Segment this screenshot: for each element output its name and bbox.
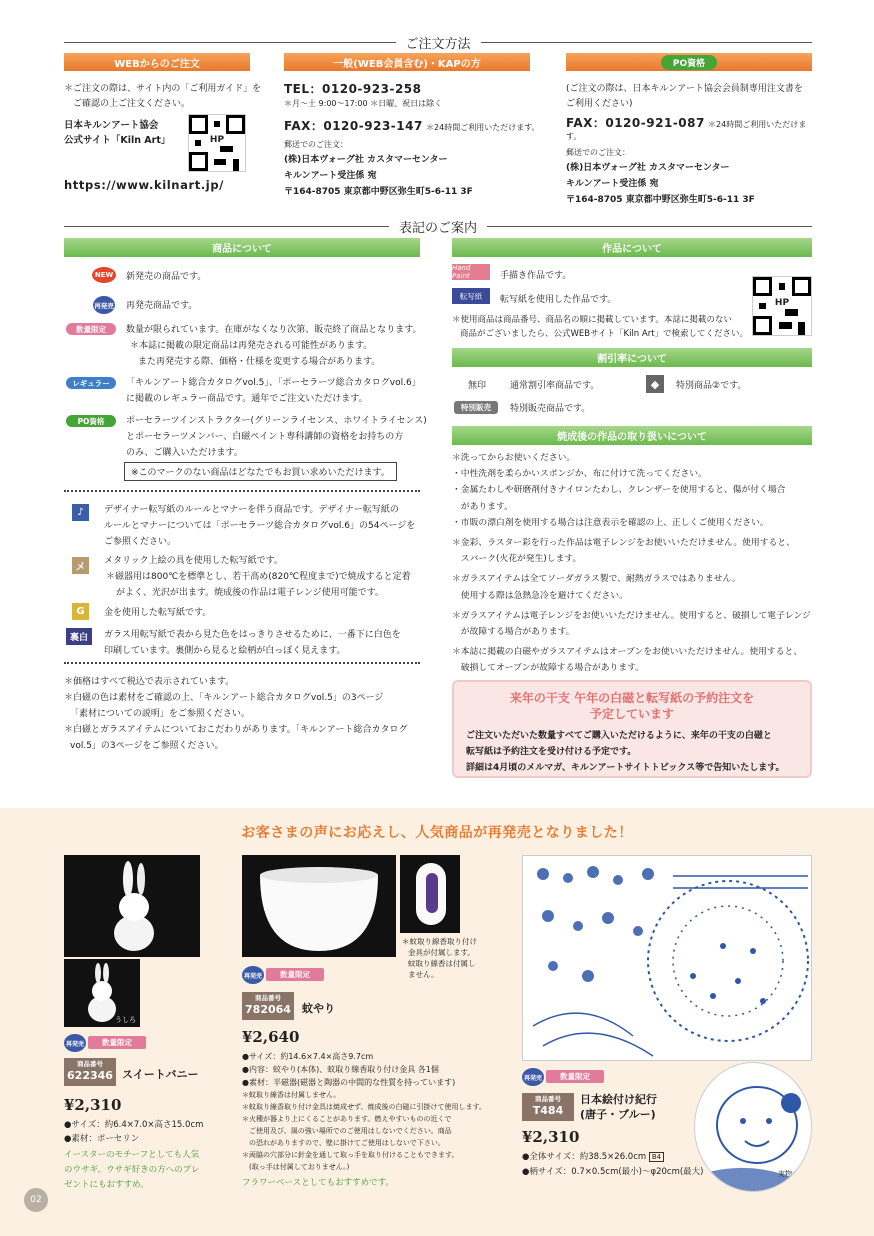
product-specs: ●サイズ：約14.6×7.4×高さ9.7cm ●内容：蚊やり(本体)、蚊取り線香取り付け金具 各1個 ●素材：半磁器(磁器と陶器の中間的な性質を持っています) ＊蚊取り線香は付属しません。 ＊蚊取り線香取り付け金具は焼成せず、焼成後の白磁に引掛けて使用します。 ＊火種が器より上にくることがあります。燃えやすいものの近くで ご使用及び、風の強い場所でのご使用はしないでください。商品 の恐れがありますので、壁に掛けてご使用はしないで下さい。 ＊両脇の穴部分に針金を通して取っ手を取り付けることもできます。 (取っ手は付属しておりません。)	[242, 1052, 486, 1171]
divider-dotted	[64, 490, 420, 492]
works-header: 作品について	[452, 238, 812, 257]
product-price: ¥2,310	[64, 1096, 122, 1114]
actual-size-label: 実物大	[778, 1170, 799, 1178]
kayari-side-note: ＊蚊取り線香取り付け 金具が付属します。 蚊取り線香は付属し ません。	[402, 937, 477, 979]
web-order-note: ＊ご注文の際は、サイト内の「ご利用ガイド」を ご確認の上ご注文ください。	[64, 84, 262, 109]
fax-number[interactable]: FAX：0120-923-147	[284, 119, 423, 133]
product-name: スイートバニー	[122, 1068, 199, 1081]
gold-text: 金を使用した転写紙です。	[104, 608, 212, 618]
regular-badge: レギュラー	[66, 377, 116, 389]
kayari-photo	[242, 855, 396, 957]
notation-footnotes: ＊価格はすべて税込で表示されています。 ＊白磁の色は素材をご確認の上、「キルンアート総合カタログvol.5」の3ページ 「素材についての説明」をご参照ください。 ＊白磁とガラスアイテムについておこだわりがあります。「キルンアート総合カタログ vol.5」の3ページをご参照ください。	[64, 677, 408, 751]
hand-paint-icon: Hand Paint	[452, 264, 490, 280]
preorder-box: 来年の干支 午年の白磁と転写紙の予約注文を 予定しています ご注文いただいた数量すべてご購入いただけるように、来年の干支の白磁と 転写紙は予約注文を受け付ける予定です。 詳細は4月頃のメルマガ、キルンアートサイトトピックス等で告知いたします。	[452, 680, 812, 778]
po-fax-number[interactable]: FAX：0120-921-087	[566, 116, 705, 130]
gold-icon: G	[72, 603, 89, 620]
music-note-icon: ♪	[72, 504, 89, 521]
discount-special-text: 特別商品②です。	[676, 381, 747, 391]
care-header: 焼成後の作品の取り扱いについて	[452, 426, 812, 445]
page-number: 02	[24, 1188, 48, 1212]
new-badge: NEW	[92, 267, 116, 283]
po-badge: PO資格	[661, 55, 717, 70]
qr-code-web[interactable]: HP	[188, 114, 246, 172]
discount-plain-text: 通常割引率商品です。	[510, 381, 600, 391]
kayari-side-photo	[400, 855, 460, 933]
product-code: 商品番号 T484	[522, 1093, 574, 1121]
reissue-badge: 再発売	[93, 296, 115, 314]
actual-size-detail	[694, 1062, 812, 1192]
general-order-block: TEL：0120-923-258 ＊月〜土 9:00〜17:00 ＊日曜、祝日は除く FAX：0120-923-147 ＊24時間ご利用いただけます。 郵送でのご注文： (株)日本ヴォーグ社 カスタマーセンター キルンアート受注係 宛 〒164-8705 東京都中野区弥生町5-6-11 3F	[284, 80, 544, 200]
product-name: 日本絵付け紀行 (唐子・ブルー)	[580, 1093, 657, 1121]
reissue-badge: 再発売	[242, 966, 264, 984]
general-order-header: 一般(WEB会員含む)・KAPの方	[284, 53, 530, 71]
po-order-header	[566, 53, 812, 71]
white-back-icon: 裏白	[66, 628, 92, 645]
reissue-badge: 再発売	[64, 1034, 86, 1052]
product-specs: ●サイズ：約6.4×7.0×高さ15.0cm ●素材：ポーセリン	[64, 1120, 204, 1144]
limited-badge: 数量限定	[88, 1036, 146, 1049]
product-recommend: フラワーベースとしてもおすすめです。	[242, 1178, 394, 1188]
product-name: 蚊やり	[302, 1002, 335, 1015]
product-price: ¥2,310	[522, 1128, 580, 1146]
reissue-badge: 再発売	[522, 1068, 544, 1086]
product-code: 商品番号 622346	[64, 1058, 116, 1086]
order-section-title: ご注文方法	[64, 32, 812, 52]
tel-number[interactable]: TEL：0120-923-258	[284, 82, 422, 96]
no-mark-note-box: ※このマークのない商品はどなたでもお買い求めいただけます。	[124, 462, 397, 481]
new-text: 新発売の商品です。	[126, 272, 207, 282]
reissue-heading: お客さまの声にお応えし、人気商品が再発売となりました！	[241, 825, 633, 841]
size-badge: B4	[649, 1152, 664, 1162]
product-specs: ●全体サイズ：約38.5×26.0cm B4 ●柄サイズ：0.7×0.5cm(最小)〜φ20cm(最大)	[522, 1152, 704, 1177]
product-recommend: イースターのモチーフとしても人気 のウサギ。ウサギ好きの方へのプレ ゼントにもおすすめ。	[64, 1150, 200, 1190]
product-price: ¥2,640	[242, 1028, 300, 1046]
limited-badge: 数量限定	[66, 323, 116, 335]
sweet-bunny-photo	[64, 855, 200, 957]
reissue-text: 再発売商品です。	[126, 301, 198, 311]
transfer-paper-photo	[522, 855, 812, 1061]
designer-paper-text: デザイナー転写紙のルールとマナーを伴う商品です。デザイナー転写紙の ルールとマナーについては「ポーセラーツ総合カタログvol.6」の54ページを ご参照ください。	[104, 505, 416, 547]
works-note: ＊使用商品は商品番号、商品名の順に掲載しています。本誌に掲載のない 商品がございましたら、公式WEBサイト「Kiln Art」で検索してください。	[452, 315, 749, 339]
discount-plain-label: 無印	[468, 381, 487, 391]
po-order-block: (ご注文の際は、日本キルンアート協会会員制専用注文書を ご利用ください) FAX：0120-921-087 ＊24時間ご利用いただけます。 郵送でのご注文： (株)日本ヴォーグ社 カスタマーセンター キルンアート受注係 宛 〒164-8705 東京都中野区弥生町5-6-11 3F	[566, 84, 807, 205]
po-qualification-badge: PO資格	[66, 415, 116, 427]
web-org: 日本キルンアート協会 公式サイト「Kiln Art」	[64, 120, 171, 146]
limited-text: 数量が限られています。在庫がなくなり次第、販売終了商品となります。 ＊本誌に掲載の限定商品は再発売される可能性があります。 また再発売する際、価格・仕様を変更する場合があります。	[126, 325, 422, 367]
metallic-icon: メ	[72, 557, 89, 574]
transfer-paper-text: 転写紙を使用した作品です。	[500, 295, 617, 305]
hand-paint-text: 手描き作品です。	[500, 271, 572, 281]
limited-badge: 数量限定	[546, 1070, 604, 1083]
limited-badge: 数量限定	[266, 968, 324, 981]
sweet-bunny-back-photo	[64, 959, 140, 1027]
metallic-text: メタリック上絵の具を使用した転写紙です。 ＊磁器用は800℃を標準とし、若干高め(820℃程度まで)で焼成すると定着 がよく、光沢が出ます。焼成後の作品は電子レンジ使用可能です。	[104, 556, 411, 598]
transfer-paper-icon: 転写紙	[452, 288, 490, 304]
diamond-icon: ◆	[646, 375, 664, 393]
web-url-link[interactable]: https://www.kilnart.jp/	[64, 178, 224, 192]
white-back-text: ガラス用転写紙で表から見た色をはっきりさせるために、一番下に白色を 印刷しています。裏側から見ると絵柄が白っぽく見えます。	[104, 630, 401, 656]
notation-section-title: 表記のご案内	[64, 216, 812, 236]
web-order-header: WEBからのご注文	[64, 53, 250, 71]
special-sale-badge: 特別販売	[454, 401, 498, 414]
product-code: 商品番号 782064	[242, 992, 294, 1020]
discount-header: 割引率について	[452, 348, 812, 367]
back-label: うしろ	[115, 1016, 136, 1024]
divider-dotted-2	[64, 662, 420, 664]
products-header: 商品について	[64, 238, 420, 257]
qr-code-works[interactable]: HP	[752, 276, 812, 336]
care-list: ＊洗ってからお使いください。 ・中性洗剤を柔らかいスポンジか、布に付けて洗ってください。 ・金属たわしや研磨剤付きナイロンたわし、クレンザーを使用すると、傷が付く場合 があります。 ・市販の漂白剤を使用する場合は注意表示を確認の上、正しくご使用ください。 ＊金彩、ラスター彩を行った作品は電子レンジをお使いいただけません。使用すると、 スパーク(火花が発生)します。 ＊ガラスアイテムは全てソーダガラス製で、耐熱ガラスではありません。 使用する際は急熱急冷を避けてください。 ＊ガラスアイテムは電子レンジをお使いいただけません。使用すると、破損して電子レンジ が故障する場合があります。 ＊本誌に掲載の白磁やガラスアイテムはオーブンをお使いいただけません。使用すると、 破損してオーブンが故障する場合があります。	[452, 453, 811, 674]
po-qualification-text: ポーセラーツインストラクター(グリーンライセンス、ホワイトライセンス) とポーセラーツメンバー、白磁ペイント専科講師の資格をお持ちの方 のみ、ご購入いただけます。	[126, 416, 427, 458]
special-sale-text: 特別販売商品です。	[510, 404, 591, 414]
regular-text: 「キルンアート総合カタログvol.5」、「ポーセラーツ総合カタログvol.6」 に掲載のレギュラー商品です。通年でご注文いただけます。	[126, 378, 421, 404]
